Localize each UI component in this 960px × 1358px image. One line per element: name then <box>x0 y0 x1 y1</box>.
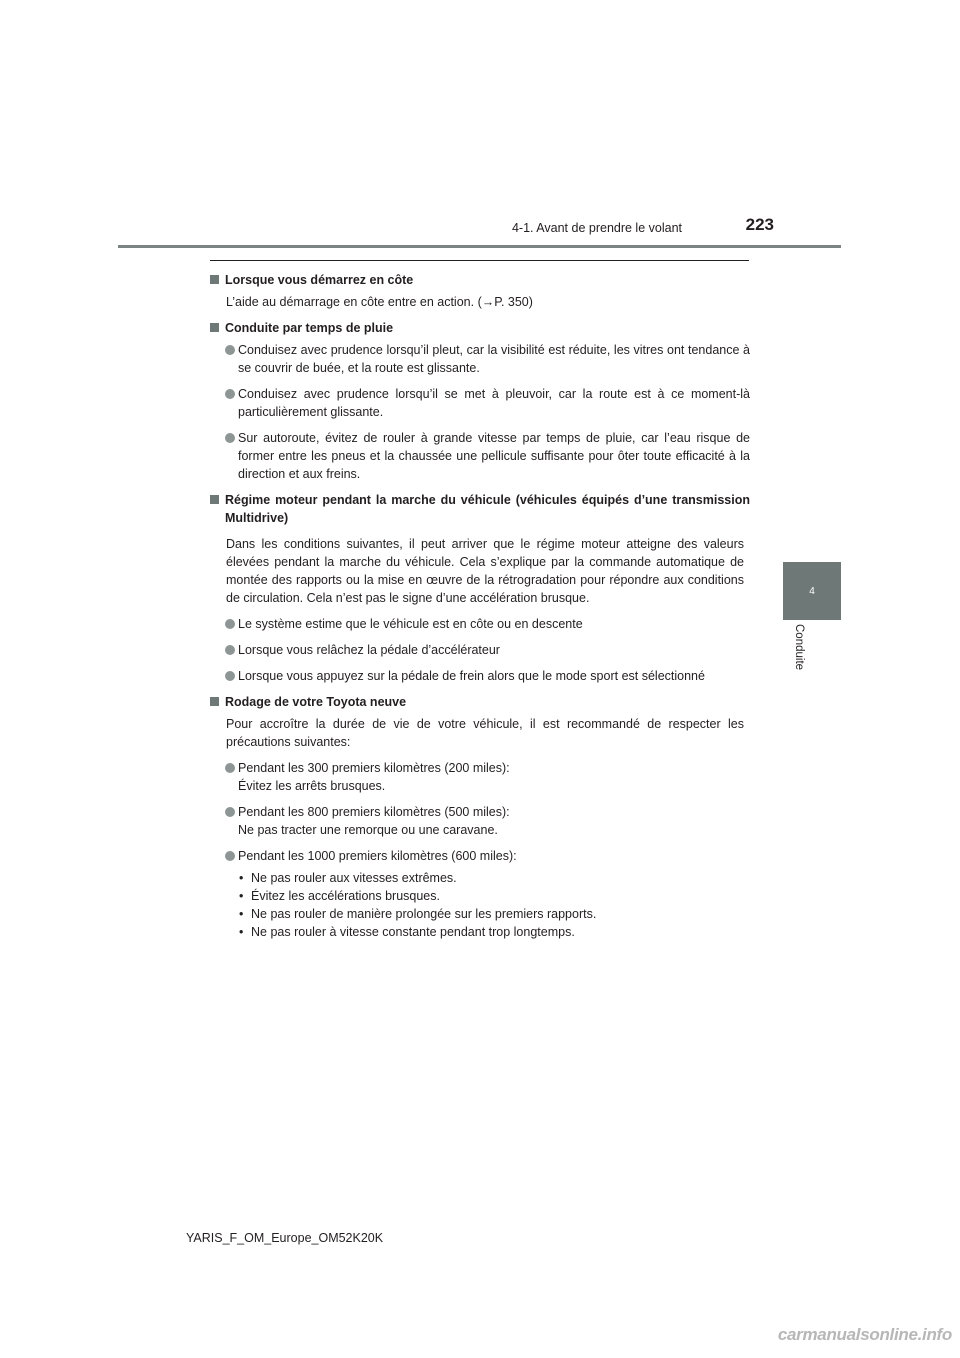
sub-bullet-mark: • <box>239 871 244 885</box>
sub-list-item <box>209 923 750 941</box>
bullet-text: Pendant les 300 premiers kilomètres (200 miles): <box>238 761 510 775</box>
header-rule <box>118 245 841 248</box>
sub-bullet-mark: • <box>239 889 244 903</box>
bullet-text: Pendant les 800 premiers kilomètres (500 miles): <box>238 805 510 819</box>
sub-list <box>209 869 750 941</box>
section-title: Lorsque vous démarrez en côte <box>225 273 414 287</box>
sub-list-item <box>209 869 750 887</box>
sub-item-text: Ne pas rouler aux vitesses extrêmes. <box>251 871 457 885</box>
sub-list-item <box>209 887 750 905</box>
header-section-title: 4-1. Avant de prendre le volant <box>511 221 682 235</box>
bullet-text: Conduisez avec prudence lorsqu’il se met à pleuvoir, car la route est à ce moment-là particulièrement glissante. <box>238 387 750 419</box>
section-heading <box>209 319 750 337</box>
bullet-item <box>209 341 750 377</box>
section-heading <box>209 271 750 289</box>
round-bullet-icon <box>225 851 235 861</box>
document-code: YARIS_F_OM_Europe_OM52K20K <box>186 1231 384 1245</box>
sub-item-text: Évitez les accélérations brusques. <box>251 889 440 903</box>
bullet-text: Conduisez avec prudence lorsqu’il pleut, car la visibilité est réduite, les vitres ont tendance à se couvrir de buée, et la route est glissante. <box>238 343 750 375</box>
square-bullet-icon <box>210 495 219 504</box>
sub-item-text: Ne pas rouler de manière prolongée sur les premiers rapports. <box>251 907 597 921</box>
bullet-text: Sur autoroute, évitez de rouler à grande vitesse par temps de pluie, car l’eau risque de former entre les pneus et la chaussée une pellicule suffisante pour ôter toute efficacité à la direction et aux freins. <box>238 431 750 481</box>
bullet-item <box>209 429 750 483</box>
round-bullet-icon <box>225 433 235 443</box>
bullet-item <box>209 847 750 865</box>
bullet-item <box>209 667 750 685</box>
round-bullet-icon <box>225 807 235 817</box>
page-number: 223 <box>745 215 774 234</box>
sub-bullet-mark: • <box>239 925 244 939</box>
sub-bullet-mark: • <box>239 907 244 921</box>
bullet-text: Lorsque vous appuyez sur la pédale de frein alors que le mode sport est sélectionné <box>238 669 705 683</box>
page-content <box>209 267 750 941</box>
chapter-tab[interactable] <box>783 562 841 620</box>
section-paragraph: Dans les conditions suivantes, il peut arriver que le régime moteur atteigne des valeurs élevées pendant la marche du véhicule. Cela s’explique par la commande automatique de montée des rapports ou la mise en œuvre de la rétrogradation pour répondre aux conditions de circulation. Cela n’est pas le signe d’une accélération brusque. <box>226 537 744 605</box>
content-top-rule <box>210 260 749 261</box>
bullet-item <box>209 641 750 659</box>
bullet-text: Lorsque vous relâchez la pédale d’accélérateur <box>238 643 500 657</box>
bullet-item <box>209 615 750 633</box>
chapter-label: Conduite <box>793 624 805 671</box>
section-heading <box>209 491 750 527</box>
section-paragraph: Pour accroître la durée de vie de votre véhicule, il est recommandé de respecter les précautions suivantes: <box>226 717 744 749</box>
bullet-text-line: Évitez les arrêts brusques. <box>238 779 386 793</box>
bullet-text-line: Ne pas tracter une remorque ou une caravane. <box>238 823 498 837</box>
square-bullet-icon <box>210 697 219 706</box>
round-bullet-icon <box>225 619 235 629</box>
round-bullet-icon <box>225 345 235 355</box>
section-title: Conduite par temps de pluie <box>225 321 394 335</box>
chapter-number: 4 <box>809 585 815 597</box>
bullet-item <box>209 759 750 795</box>
round-bullet-icon <box>225 645 235 655</box>
sub-list-item <box>209 905 750 923</box>
section-paragraph: L’aide au démarrage en côte entre en action. (→P. 350) <box>226 295 533 309</box>
bullet-text: Le système estime que le véhicule est en côte ou en descente <box>238 617 583 631</box>
bullet-text: Pendant les 1000 premiers kilomètres (600 miles): <box>238 849 517 863</box>
square-bullet-icon <box>210 323 219 332</box>
sub-item-text: Ne pas rouler à vitesse constante pendant trop longtemps. <box>251 925 575 939</box>
bullet-item <box>209 803 750 839</box>
square-bullet-icon <box>210 275 219 284</box>
section-heading <box>209 693 750 711</box>
round-bullet-icon <box>225 389 235 399</box>
section-title: Rodage de votre Toyota neuve <box>225 695 407 709</box>
watermark: carmanualsonline.info <box>777 1325 952 1344</box>
section-title: Régime moteur pendant la marche du véhicule (véhicules équipés d’une transmission Multidrive) <box>225 493 750 525</box>
round-bullet-icon <box>225 671 235 681</box>
bullet-item <box>209 385 750 421</box>
round-bullet-icon <box>225 763 235 773</box>
